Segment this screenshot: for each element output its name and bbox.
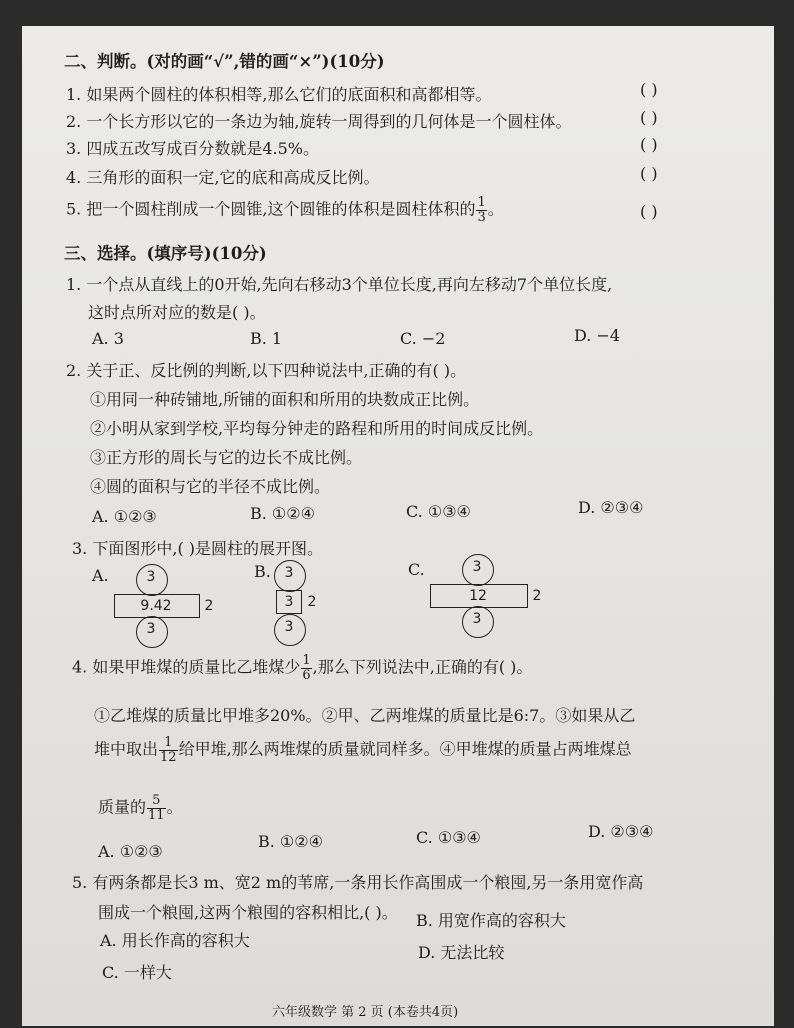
choice-q4-line1 [72,654,532,682]
q5-option-c[interactable]: C. 一样大 [102,963,172,982]
q5-option-d[interactable]: D. 无法比较 [418,943,505,962]
judge-item-3: 3. 四成五改写成百分数就是4.5%。 [66,139,320,158]
judge-item-5-text: 5. 把一个圆柱削成一个圆锥,这个圆锥的体积是圆柱体积的 [66,199,476,219]
q2-option-d[interactable]: D. ②③④ [578,498,644,517]
choice-q1-line2: 这时点所对应的数是( )。 [88,303,266,322]
q2-statement-4: ④圆的面积与它的半径不成比例。 [90,477,331,496]
net-c-circle-label-2: 3 [472,611,482,627]
choice-q5-line2: 围成一个粮囤,这两个粮囤的容积相比,( )。 [98,903,398,922]
judge-item-5-end: 。 [487,199,504,219]
q2-option-c[interactable]: C. ①③④ [406,502,471,521]
q1-option-b[interactable]: B. 1 [250,329,283,348]
q2-option-a[interactable]: A. ①②③ [92,507,157,526]
q4-line3-pre: 堆中取出 [94,739,159,759]
q1-option-d[interactable]: D. −4 [574,326,621,345]
answer-paren-j3[interactable]: ( ) [640,135,658,154]
answer-paren-j4[interactable]: ( ) [640,164,658,183]
answer-paren-j1[interactable]: ( ) [640,80,658,99]
q4-line4-pre: 质量的 [98,797,147,817]
net-c-side-label: 2 [532,588,542,604]
q4-option-c[interactable]: C. ①③④ [416,828,481,847]
net-a-rect-label: 9.42 [140,598,172,614]
choice-q4-line2: ①乙堆煤的质量比甲堆多20%。②甲、乙两堆煤的质量比是6:7。③如果从乙 [94,706,636,725]
q2-option-b[interactable]: B. ①②④ [250,504,315,523]
fraction-denominator: 6 [302,667,311,683]
choice-q4-line3 [94,736,632,764]
choice-q5-line1: 5. 有两条都是长3 m、宽2 m的苇席,一条用长作高围成一个粮囤,另一条用宽作高 [72,873,644,892]
net-a-side-label: 2 [204,598,214,614]
q2-statement-1: ①用同一种砖铺地,所铺的面积和所用的块数成正比例。 [90,390,480,409]
q3-option-c-label[interactable]: C. [408,560,425,579]
q2-statement-3: ③正方形的周长与它的边长不成比例。 [90,448,363,467]
fraction-numerator: 1 [477,195,486,210]
fraction-denominator: 12 [160,749,177,765]
judge-item-1: 1. 如果两个圆柱的体积相等,那么它们的底面积和高都相等。 [66,85,492,104]
fraction-one-sixth [301,654,311,682]
judge-item-5 [66,196,504,224]
q4-option-d[interactable]: D. ②③④ [588,822,654,841]
net-b-circle-label-2: 3 [284,619,294,635]
fraction-numerator: 1 [159,736,178,751]
q4-option-a[interactable]: A. ①②③ [98,842,163,861]
choice-q3-stem: 3. 下面图形中,( )是圆柱的展开图。 [72,539,324,558]
section-2-title: 二、判断。(对的画“√”,错的画“×”)(10分) [64,52,385,71]
judge-item-4: 4. 三角形的面积一定,它的底和高成反比例。 [66,168,380,187]
q1-option-a[interactable]: A. 3 [92,329,124,348]
q3-option-a-label[interactable]: A. [92,566,109,585]
q1-option-c[interactable]: C. −2 [400,329,446,348]
fraction-numerator: 1 [302,653,311,668]
judge-item-2: 2. 一个长方形以它的一条边为轴,旋转一周得到的几何体是一个圆柱体。 [66,112,572,131]
q4-line1-post: ,那么下列说法中,正确的有( )。 [312,657,533,677]
section-3-title: 三、选择。(填序号)(10分) [64,244,267,263]
q4-line4-post: 。 [166,797,183,817]
q3-option-b-label[interactable]: B. [254,562,271,581]
net-a-circle-label-2: 3 [146,621,156,637]
page-footer: 六年级数学 第 2 页 (本卷共4页) [272,1005,459,1020]
fraction-one-third [476,196,486,224]
choice-q4-line4 [98,794,183,822]
net-b-rect-label: 3 [284,594,294,610]
net-b-side-label: 2 [307,594,317,610]
fraction-denominator: 3 [477,209,486,225]
q4-line1-pre: 4. 如果甲堆煤的质量比乙堆煤少 [72,657,301,677]
answer-paren-j5[interactable]: ( ) [640,202,658,221]
fraction-five-elevenths [147,794,166,822]
q5-option-b[interactable]: B. 用宽作高的容积大 [416,911,566,930]
choice-q1-line1: 1. 一个点从直线上的0开始,先向右移动3个单位长度,再向左移动7个单位长度, [66,275,613,294]
q4-option-b[interactable]: B. ①②④ [258,832,323,851]
fraction-denominator: 11 [148,807,165,823]
net-c-circle-label: 3 [472,559,482,575]
net-c-rect-label: 12 [469,588,487,604]
net-a-circle-label: 3 [146,569,156,585]
fraction-one-twelfth [159,736,178,764]
q5-option-a[interactable]: A. 用长作高的容积大 [100,931,250,950]
q4-line3-post: 给甲堆,那么两堆煤的质量就同样多。④甲堆煤的质量占两堆煤总 [178,739,632,759]
exam-page [22,26,774,1026]
fraction-numerator: 5 [147,794,166,809]
answer-paren-j2[interactable]: ( ) [640,108,658,127]
choice-q2-stem: 2. 关于正、反比例的判断,以下四种说法中,正确的有( )。 [66,361,467,380]
net-b-circle-label: 3 [284,565,294,581]
q2-statement-2: ②小明从家到学校,平均每分钟走的路程和所用的时间成反比例。 [90,419,544,438]
